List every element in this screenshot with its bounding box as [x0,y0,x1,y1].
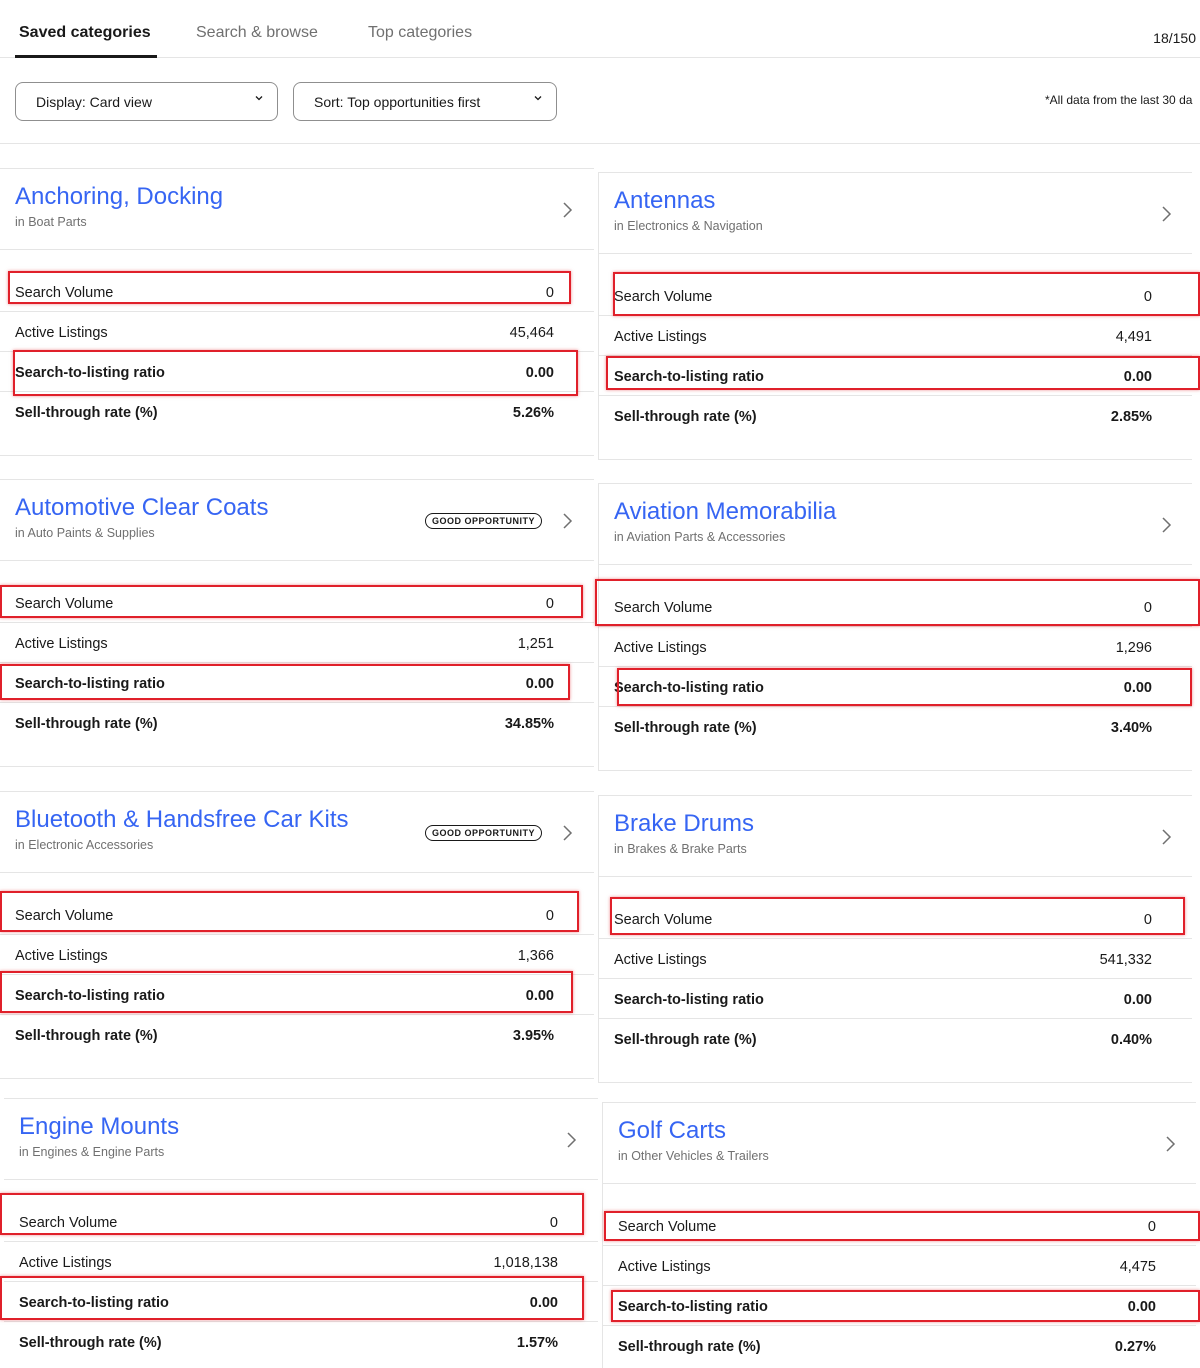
metric-value: 5.26% [512,405,554,421]
metric-value: 0.00 [525,676,554,692]
metric-value: 3.40% [1110,720,1152,736]
category-title[interactable]: Brake Drums [614,810,755,837]
metric-value: 0.00 [525,365,554,381]
metrics-list [4,1180,598,1362]
tab-saved-categories[interactable]: Saved categories [19,24,151,41]
metric-label: Sell-through rate (%) [15,716,158,732]
metric-active-listings [603,1246,1196,1286]
card-header[interactable] [603,1103,1196,1184]
metric-value: 0 [1147,1219,1156,1235]
metric-label: Active Listings [614,952,707,968]
metric-label: Search Volume [614,289,713,305]
tab-search-browse[interactable]: Search & browse [196,24,318,41]
metric-label: Active Listings [15,636,108,652]
metric-value: 0.00 [529,1295,558,1311]
metrics-list [599,565,1192,747]
category-card [598,172,1192,460]
card-header[interactable] [0,480,594,561]
metric-search-volume [0,895,594,935]
category-parent: in Auto Paints & Supplies [15,526,155,540]
metric-sell-through-rate [603,1326,1196,1366]
metric-value: 1,018,138 [493,1255,558,1271]
metrics-list [599,877,1192,1059]
metric-search-to-listing-ratio [603,1286,1196,1326]
metric-search-volume [603,1206,1196,1246]
category-parent: in Engines & Engine Parts [19,1145,165,1159]
metric-label: Search-to-listing ratio [614,369,764,385]
metric-value: 1,366 [517,948,554,964]
metric-label: Search-to-listing ratio [15,988,165,1004]
metric-active-listings [599,316,1192,356]
metric-label: Search Volume [614,600,713,616]
metric-label: Sell-through rate (%) [19,1335,162,1351]
metric-label: Search-to-listing ratio [614,992,764,1008]
metric-label: Active Listings [15,325,108,341]
metric-search-volume [4,1202,598,1242]
category-parent: in Electronic Accessories [15,838,154,852]
metric-label: Search-to-listing ratio [15,365,165,381]
chevron-right-icon[interactable] [1165,1135,1177,1153]
metric-search-volume [599,276,1192,316]
metric-value: 0 [545,908,554,924]
metric-label: Active Listings [614,640,707,656]
metric-value: 0 [545,285,554,301]
card-header[interactable] [599,796,1192,877]
metric-label: Sell-through rate (%) [15,1028,158,1044]
metric-label: Sell-through rate (%) [614,1032,757,1048]
metrics-list [0,250,594,432]
metric-value: 3.95% [512,1028,554,1044]
metric-search-volume [0,583,594,623]
metric-value: 4,475 [1119,1259,1156,1275]
tab-top-categories[interactable]: Top categories [368,24,473,41]
category-title[interactable]: Golf Carts [618,1117,727,1144]
metric-value: 4,491 [1115,329,1152,345]
metric-search-to-listing-ratio [0,975,594,1015]
metric-label: Active Listings [19,1255,112,1271]
metric-active-listings [0,623,594,663]
metric-sell-through-rate [599,707,1192,747]
category-card [598,795,1192,1083]
metric-search-to-listing-ratio [599,667,1192,707]
data-range-note: *All data from the last 30 da [1045,93,1193,107]
chevron-right-icon[interactable] [562,824,574,842]
metric-label: Search Volume [15,285,114,301]
metric-value: 0 [1143,289,1152,305]
category-parent: in Electronics & Navigation [614,219,763,233]
metric-value: 0.40% [1110,1032,1152,1048]
metric-search-to-listing-ratio [4,1282,598,1322]
metric-value: 0 [549,1215,558,1231]
metric-label: Search-to-listing ratio [618,1299,768,1315]
metric-value: 1,296 [1115,640,1152,656]
metric-value: 0.00 [525,988,554,1004]
chevron-right-icon[interactable] [1161,516,1173,534]
metric-sell-through-rate [599,396,1192,436]
metric-search-to-listing-ratio [599,356,1192,396]
metric-value: 0.00 [1123,369,1152,385]
metric-value: 45,464 [509,325,554,341]
card-header[interactable] [0,792,594,873]
metric-value: 0 [545,596,554,612]
tab-bar [0,0,1200,58]
metric-label: Search Volume [15,908,114,924]
metric-search-to-listing-ratio [0,352,594,392]
metric-value: 541,332 [1099,952,1152,968]
metric-label: Sell-through rate (%) [614,409,757,425]
metric-label: Active Listings [614,329,707,345]
category-parent: in Other Vehicles & Trailers [618,1149,769,1163]
metric-label: Search-to-listing ratio [19,1295,169,1311]
metric-sell-through-rate [4,1322,598,1362]
active-tab-indicator [15,55,157,58]
metric-active-listings [0,312,594,352]
metric-label: Search Volume [618,1219,717,1235]
metric-label: Sell-through rate (%) [15,405,158,421]
category-title[interactable]: Engine Mounts [19,1113,180,1140]
metric-search-volume [599,587,1192,627]
metric-value: 1,251 [517,636,554,652]
chevron-right-icon[interactable] [562,512,574,530]
chevron-down-icon [534,94,542,102]
metric-label: Search-to-listing ratio [15,676,165,692]
metric-sell-through-rate [599,1019,1192,1059]
metric-label: Active Listings [15,948,108,964]
divider [0,143,1200,144]
metric-label: Active Listings [618,1259,711,1275]
metric-active-listings [4,1242,598,1282]
category-card [0,791,594,1079]
sort-select[interactable] [293,82,557,121]
metric-value: 2.85% [1110,409,1152,425]
metrics-list [599,254,1192,436]
metric-label: Search Volume [19,1215,118,1231]
category-card [4,1098,598,1368]
display-select-value: Display: Card view [36,94,152,110]
saved-count: 18/150 [1153,30,1196,46]
category-parent: in Boat Parts [15,215,87,229]
chevron-right-icon[interactable] [562,201,574,219]
category-title[interactable]: Bluetooth & Handsfree Car Kits [15,806,349,833]
good-opportunity-badge: GOOD OPPORTUNITY [425,825,542,841]
metric-label: Search Volume [614,912,713,928]
sort-select-value: Sort: Top opportunities first [314,94,481,110]
metric-value: 0.00 [1127,1299,1156,1315]
metric-sell-through-rate [0,392,594,432]
category-title[interactable]: Automotive Clear Coats [15,494,269,521]
metric-value: 0 [1143,600,1152,616]
chevron-right-icon[interactable] [1161,205,1173,223]
metric-search-volume [0,272,594,312]
category-parent: in Brakes & Brake Parts [614,842,747,856]
metric-value: 0.27% [1114,1339,1156,1355]
category-card [0,168,594,456]
metric-sell-through-rate [0,703,594,743]
display-select[interactable] [15,82,278,121]
good-opportunity-badge: GOOD OPPORTUNITY [425,513,542,529]
metric-search-to-listing-ratio [599,979,1192,1019]
metric-value: 0.00 [1123,680,1152,696]
chevron-right-icon[interactable] [1161,828,1173,846]
metric-value: 1.57% [516,1335,558,1351]
category-parent: in Aviation Parts & Accessories [614,530,786,544]
metric-label: Sell-through rate (%) [618,1339,761,1355]
metrics-list [0,873,594,1055]
category-card [0,479,594,767]
metric-label: Search-to-listing ratio [614,680,764,696]
metric-sell-through-rate [0,1015,594,1055]
metric-active-listings [0,935,594,975]
card-header[interactable] [4,1099,598,1180]
category-title[interactable]: Antennas [614,187,716,214]
metric-value: 0.00 [1123,992,1152,1008]
card-header[interactable] [0,169,594,250]
category-card [598,483,1192,771]
metric-value: 0 [1143,912,1152,928]
category-title[interactable]: Aviation Memorabilia [614,498,837,525]
metric-search-to-listing-ratio [0,663,594,703]
metric-search-volume [599,899,1192,939]
card-header[interactable] [599,173,1192,254]
metric-active-listings [599,939,1192,979]
metric-label: Sell-through rate (%) [614,720,757,736]
chevron-down-icon [255,94,263,102]
metric-label: Search Volume [15,596,114,612]
metric-active-listings [599,627,1192,667]
card-header[interactable] [599,484,1192,565]
metrics-list [0,561,594,743]
metrics-list [603,1184,1196,1366]
category-card [602,1102,1196,1368]
metric-value: 34.85% [504,716,554,732]
category-title[interactable]: Anchoring, Docking [15,183,224,210]
chevron-right-icon[interactable] [566,1131,578,1149]
